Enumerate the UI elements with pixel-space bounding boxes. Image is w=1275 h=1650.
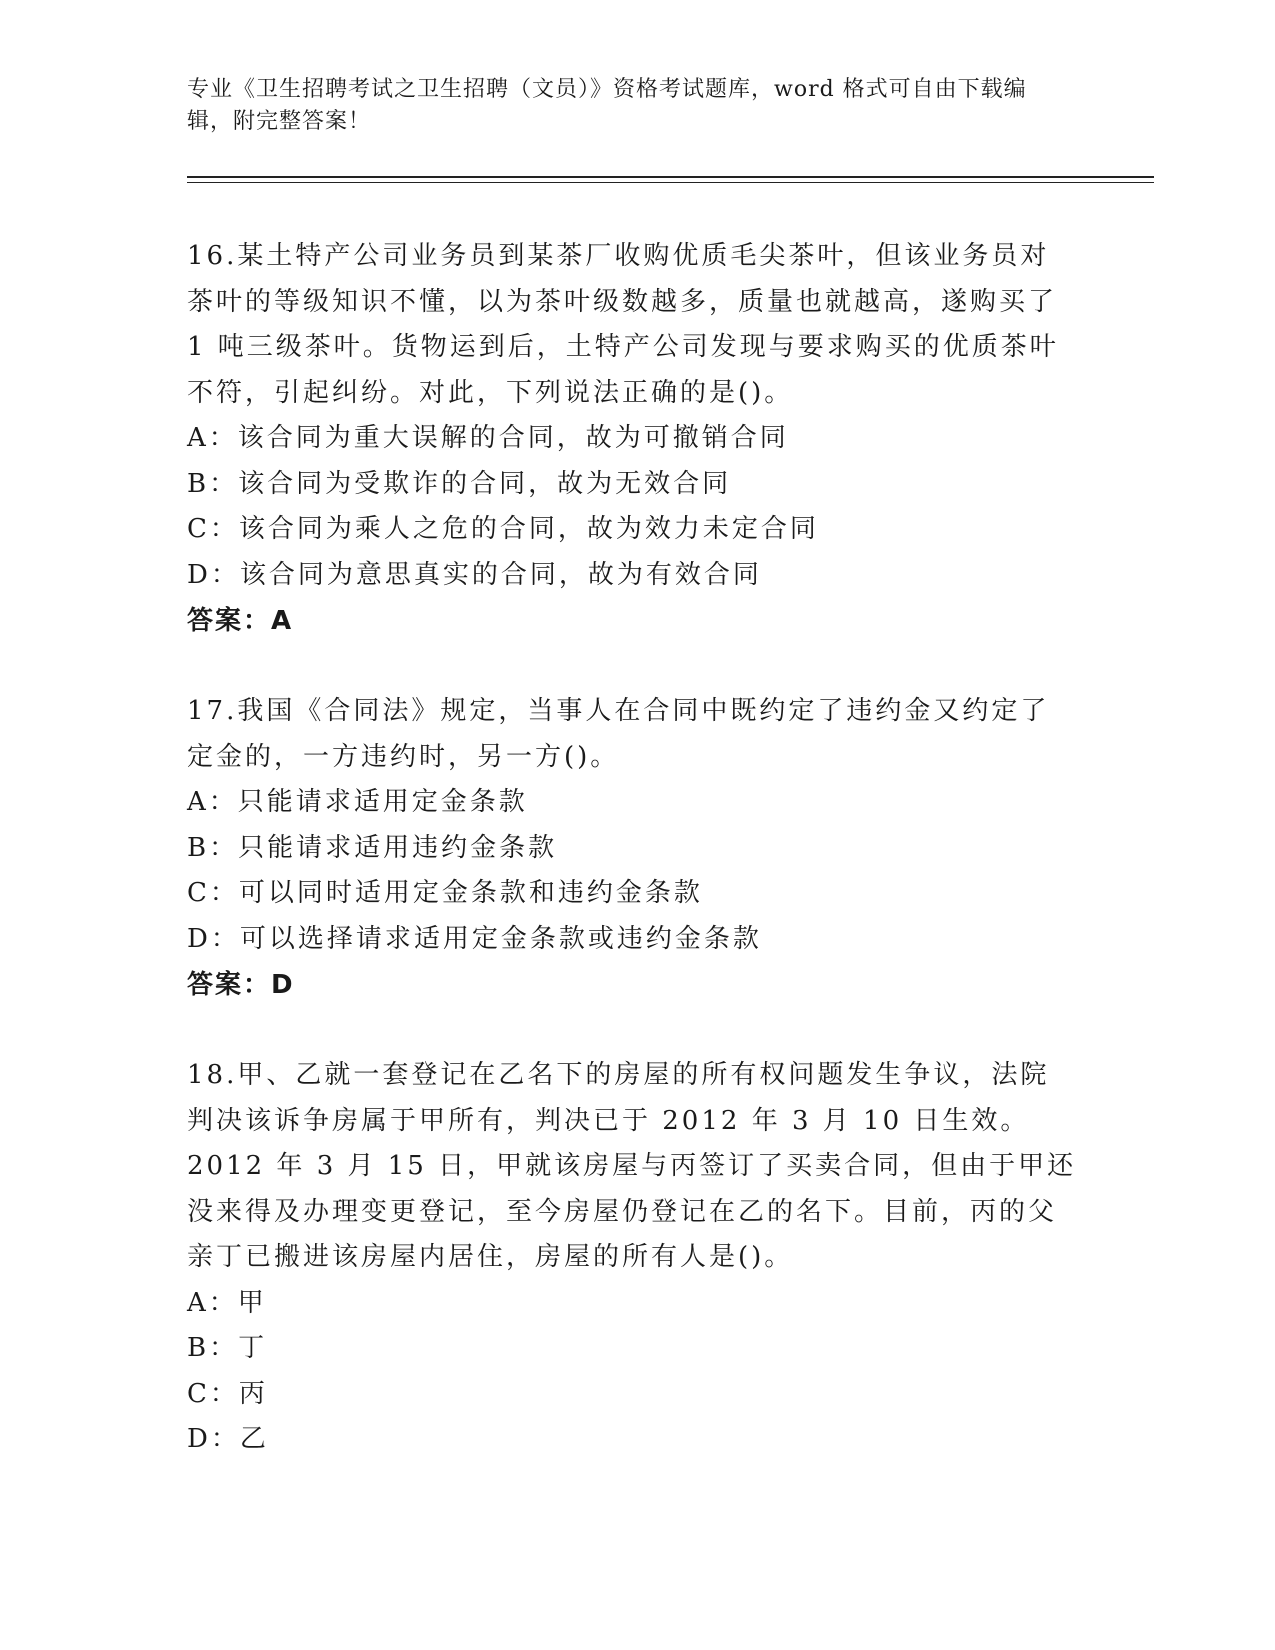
header-divider-thin [187, 182, 1154, 183]
option-d: D：该合同为意思真实的合同，故为有效合同 [187, 559, 762, 590]
option-c: C：该合同为乘人之危的合同，故为效力未定合同 [187, 514, 819, 544]
question-stem: 18.甲、乙就一套登记在乙名下的房屋的所有权问题发生争议，法院判决该诉争房属于甲所有，判决已于 2012 年 3 月 10 日生效。2012 年 3 月 15 日，甲就该房屋与丙签订了买卖合同，但由于甲还没来得及办理变更登记，至今房屋仍登记在乙的名下。目前，丙的父亲丁已搬进该房屋内居住，房屋的所有人是()。 [187, 1060, 1077, 1272]
question-18 [187, 1053, 1077, 1463]
option-d: D：可以选择请求适用定金条款或违约金条款 [187, 923, 762, 954]
answer-line: 答案：D [187, 970, 295, 1000]
option-b: B：丁 [187, 1333, 268, 1363]
answer-line: 答案：A [187, 606, 294, 636]
option-a: A：只能请求适用定金条款 [187, 787, 528, 817]
option-a: A：甲 [187, 1287, 267, 1318]
question-stem: 16.某土特产公司业务员到某茶厂收购优质毛尖茶叶，但该业务员对茶叶的等级知识不懂，以为茶叶级数越多，质量也就越高，遂购买了 1 吨三级茶叶。货物运到后，土特产公司发现与要求购买的优质茶叶不符，引起纠纷。对此，下列说法正确的是()。 [187, 241, 1059, 408]
question-stem: 17.我国《合同法》规定，当事人在合同中既约定了违约金又约定了定金的，一方违约时，另一方()。 [187, 696, 1050, 772]
option-d: D：乙 [187, 1424, 269, 1454]
option-c: C：可以同时适用定金条款和违约金条款 [187, 878, 703, 908]
document-header: 专业《卫生招聘考试之卫生招聘（文员）》资格考试题库，word 格式可自由下载编辑，附完整答案！ [187, 77, 1027, 134]
option-a: A：该合同为重大误解的合同，故为可撤销合同 [187, 423, 789, 453]
option-b: B：该合同为受欺诈的合同，故为无效合同 [187, 468, 732, 499]
header-divider [187, 176, 1154, 178]
question-16 [187, 234, 1077, 644]
option-c: C：丙 [187, 1378, 268, 1409]
option-b: B：只能请求适用违约金条款 [187, 832, 558, 863]
question-17 [187, 689, 1077, 1008]
